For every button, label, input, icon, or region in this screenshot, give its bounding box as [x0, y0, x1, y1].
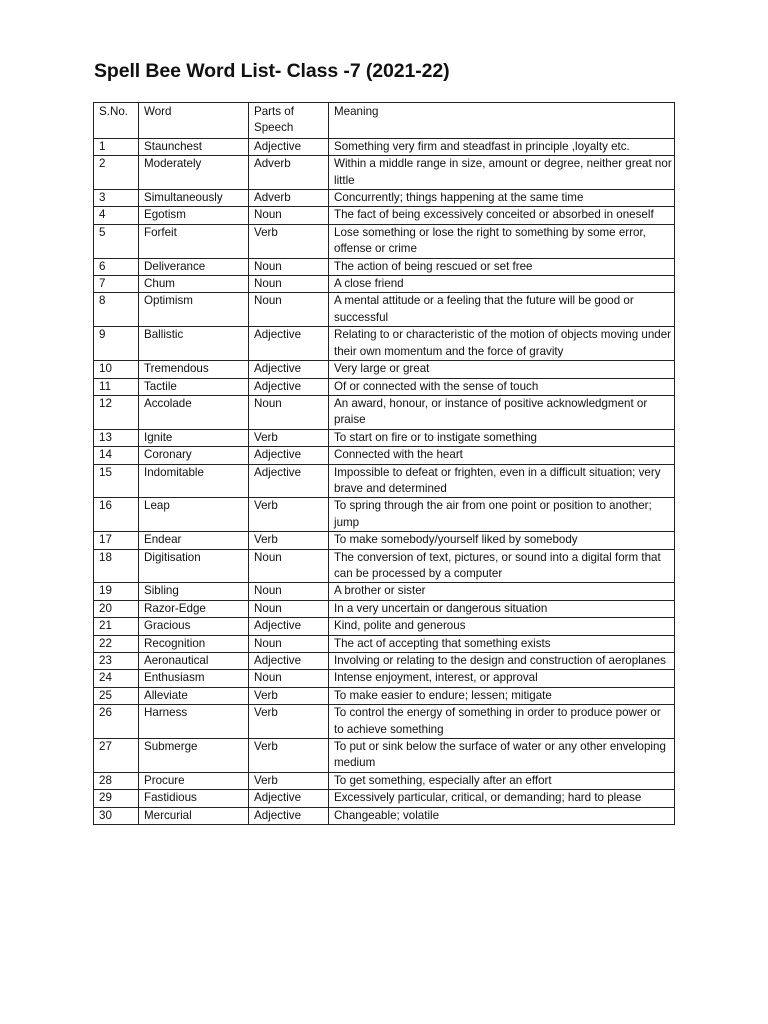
cell-parts-of-speech: Noun: [249, 293, 329, 327]
header-word: Word: [139, 103, 249, 139]
cell-sno: 22: [94, 635, 139, 652]
cell-meaning: Intense enjoyment, interest, or approval: [329, 670, 675, 687]
table-body: [94, 138, 675, 824]
cell-meaning: To spring through the air from one point or position to another; jump: [329, 498, 675, 532]
cell-word: Deliverance: [139, 258, 249, 275]
cell-parts-of-speech: Adjective: [249, 653, 329, 670]
cell-word: Razor-Edge: [139, 600, 249, 617]
word-list-table: [93, 102, 675, 825]
table-row: [94, 600, 675, 617]
cell-meaning: The act of accepting that something exists: [329, 635, 675, 652]
table-header-row: [94, 103, 675, 139]
cell-sno: 1: [94, 138, 139, 155]
cell-sno: 7: [94, 276, 139, 293]
cell-word: Optimism: [139, 293, 249, 327]
cell-meaning: The action of being rescued or set free: [329, 258, 675, 275]
cell-word: Accolade: [139, 395, 249, 429]
cell-word: Mercurial: [139, 807, 249, 824]
table-row: [94, 276, 675, 293]
cell-sno: 9: [94, 327, 139, 361]
cell-sno: 29: [94, 790, 139, 807]
cell-word: Endear: [139, 532, 249, 549]
table-row: [94, 361, 675, 378]
cell-sno: 3: [94, 190, 139, 207]
cell-word: Digitisation: [139, 549, 249, 583]
cell-word: Gracious: [139, 618, 249, 635]
cell-word: Indomitable: [139, 464, 249, 498]
cell-meaning: The fact of being excessively conceited or absorbed in oneself: [329, 207, 675, 224]
cell-word: Harness: [139, 705, 249, 739]
cell-sno: 11: [94, 378, 139, 395]
cell-meaning: In a very uncertain or dangerous situation: [329, 600, 675, 617]
cell-meaning: A mental attitude or a feeling that the future will be good or successful: [329, 293, 675, 327]
cell-word: Staunchest: [139, 138, 249, 155]
header-parts-of-speech: Parts of Speech: [249, 103, 329, 139]
cell-sno: 17: [94, 532, 139, 549]
cell-sno: 5: [94, 224, 139, 258]
cell-meaning: Kind, polite and generous: [329, 618, 675, 635]
cell-meaning: Connected with the heart: [329, 447, 675, 464]
cell-parts-of-speech: Verb: [249, 498, 329, 532]
cell-word: Submerge: [139, 739, 249, 773]
table-row: [94, 138, 675, 155]
cell-parts-of-speech: Verb: [249, 224, 329, 258]
table-row: [94, 532, 675, 549]
cell-meaning: To make easier to endure; lessen; mitigate: [329, 687, 675, 704]
cell-word: Moderately: [139, 156, 249, 190]
table-row: [94, 395, 675, 429]
cell-parts-of-speech: Adjective: [249, 807, 329, 824]
cell-word: Enthusiasm: [139, 670, 249, 687]
cell-meaning: To get something, especially after an effort: [329, 772, 675, 789]
table-row: [94, 807, 675, 824]
cell-meaning: To make somebody/yourself liked by somebody: [329, 532, 675, 549]
cell-parts-of-speech: Adjective: [249, 790, 329, 807]
cell-meaning: An award, honour, or instance of positive acknowledgment or praise: [329, 395, 675, 429]
table-row: [94, 653, 675, 670]
table-row: [94, 156, 675, 190]
cell-meaning: Very large or great: [329, 361, 675, 378]
cell-meaning: A close friend: [329, 276, 675, 293]
cell-sno: 21: [94, 618, 139, 635]
cell-word: Alleviate: [139, 687, 249, 704]
table-row: [94, 670, 675, 687]
table-row: [94, 739, 675, 773]
table-row: [94, 293, 675, 327]
table-row: [94, 549, 675, 583]
cell-sno: 25: [94, 687, 139, 704]
cell-meaning: Of or connected with the sense of touch: [329, 378, 675, 395]
cell-word: Leap: [139, 498, 249, 532]
cell-sno: 28: [94, 772, 139, 789]
table-row: [94, 498, 675, 532]
cell-word: Fastidious: [139, 790, 249, 807]
cell-parts-of-speech: Verb: [249, 687, 329, 704]
table-row: [94, 447, 675, 464]
cell-parts-of-speech: Adjective: [249, 447, 329, 464]
cell-sno: 14: [94, 447, 139, 464]
cell-sno: 26: [94, 705, 139, 739]
cell-parts-of-speech: Noun: [249, 549, 329, 583]
cell-sno: 15: [94, 464, 139, 498]
cell-word: Sibling: [139, 583, 249, 600]
cell-parts-of-speech: Noun: [249, 276, 329, 293]
table-row: [94, 705, 675, 739]
cell-parts-of-speech: Noun: [249, 258, 329, 275]
table-row: [94, 258, 675, 275]
cell-meaning: Something very firm and steadfast in principle ,loyalty etc.: [329, 138, 675, 155]
cell-meaning: To start on fire or to instigate something: [329, 429, 675, 446]
cell-parts-of-speech: Adjective: [249, 378, 329, 395]
table-row: [94, 618, 675, 635]
cell-sno: 8: [94, 293, 139, 327]
cell-word: Ignite: [139, 429, 249, 446]
cell-meaning: Excessively particular, critical, or demanding; hard to please: [329, 790, 675, 807]
header-sno: S.No.: [94, 103, 139, 139]
cell-word: Aeronautical: [139, 653, 249, 670]
cell-word: Simultaneously: [139, 190, 249, 207]
cell-meaning: To control the energy of something in order to produce power or to achieve something: [329, 705, 675, 739]
cell-parts-of-speech: Adjective: [249, 618, 329, 635]
cell-word: Tremendous: [139, 361, 249, 378]
cell-meaning: Lose something or lose the right to something by some error, offense or crime: [329, 224, 675, 258]
table-row: [94, 464, 675, 498]
cell-parts-of-speech: Adjective: [249, 464, 329, 498]
cell-sno: 13: [94, 429, 139, 446]
cell-parts-of-speech: Adjective: [249, 138, 329, 155]
cell-meaning: Relating to or characteristic of the motion of objects moving under their own momentum and the force of gravity: [329, 327, 675, 361]
cell-parts-of-speech: Noun: [249, 600, 329, 617]
table-row: [94, 583, 675, 600]
cell-parts-of-speech: Verb: [249, 705, 329, 739]
table-row: [94, 190, 675, 207]
table-row: [94, 207, 675, 224]
cell-sno: 10: [94, 361, 139, 378]
cell-parts-of-speech: Noun: [249, 583, 329, 600]
header-meaning: Meaning: [329, 103, 675, 139]
cell-sno: 30: [94, 807, 139, 824]
cell-sno: 27: [94, 739, 139, 773]
cell-word: Recognition: [139, 635, 249, 652]
cell-parts-of-speech: Adverb: [249, 156, 329, 190]
cell-meaning: A brother or sister: [329, 583, 675, 600]
cell-word: Ballistic: [139, 327, 249, 361]
cell-word: Tactile: [139, 378, 249, 395]
cell-word: Egotism: [139, 207, 249, 224]
cell-sno: 4: [94, 207, 139, 224]
cell-sno: 12: [94, 395, 139, 429]
cell-word: Chum: [139, 276, 249, 293]
table-row: [94, 772, 675, 789]
document-title: Spell Bee Word List- Class -7 (2021-22): [94, 60, 450, 82]
cell-meaning: The conversion of text, pictures, or sound into a digital form that can be processed by a computer: [329, 549, 675, 583]
cell-meaning: Concurrently; things happening at the same time: [329, 190, 675, 207]
cell-parts-of-speech: Verb: [249, 429, 329, 446]
cell-sno: 24: [94, 670, 139, 687]
cell-parts-of-speech: Noun: [249, 635, 329, 652]
table-row: [94, 429, 675, 446]
cell-parts-of-speech: Noun: [249, 670, 329, 687]
cell-parts-of-speech: Adverb: [249, 190, 329, 207]
cell-word: Coronary: [139, 447, 249, 464]
cell-word: Forfeit: [139, 224, 249, 258]
cell-meaning: Impossible to defeat or frighten, even in a difficult situation; very brave and determined: [329, 464, 675, 498]
table-row: [94, 224, 675, 258]
cell-sno: 20: [94, 600, 139, 617]
cell-parts-of-speech: Verb: [249, 739, 329, 773]
cell-word: Procure: [139, 772, 249, 789]
cell-sno: 6: [94, 258, 139, 275]
cell-sno: 23: [94, 653, 139, 670]
table-row: [94, 327, 675, 361]
cell-sno: 2: [94, 156, 139, 190]
cell-parts-of-speech: Adjective: [249, 327, 329, 361]
cell-parts-of-speech: Noun: [249, 395, 329, 429]
cell-meaning: Involving or relating to the design and construction of aeroplanes: [329, 653, 675, 670]
table-row: [94, 635, 675, 652]
cell-meaning: Changeable; volatile: [329, 807, 675, 824]
table-row: [94, 378, 675, 395]
cell-parts-of-speech: Noun: [249, 207, 329, 224]
cell-meaning: Within a middle range in size, amount or degree, neither great nor little: [329, 156, 675, 190]
cell-parts-of-speech: Verb: [249, 532, 329, 549]
cell-parts-of-speech: Verb: [249, 772, 329, 789]
cell-meaning: To put or sink below the surface of water or any other enveloping medium: [329, 739, 675, 773]
table-row: [94, 687, 675, 704]
cell-parts-of-speech: Adjective: [249, 361, 329, 378]
cell-sno: 16: [94, 498, 139, 532]
cell-sno: 19: [94, 583, 139, 600]
table-row: [94, 790, 675, 807]
cell-sno: 18: [94, 549, 139, 583]
